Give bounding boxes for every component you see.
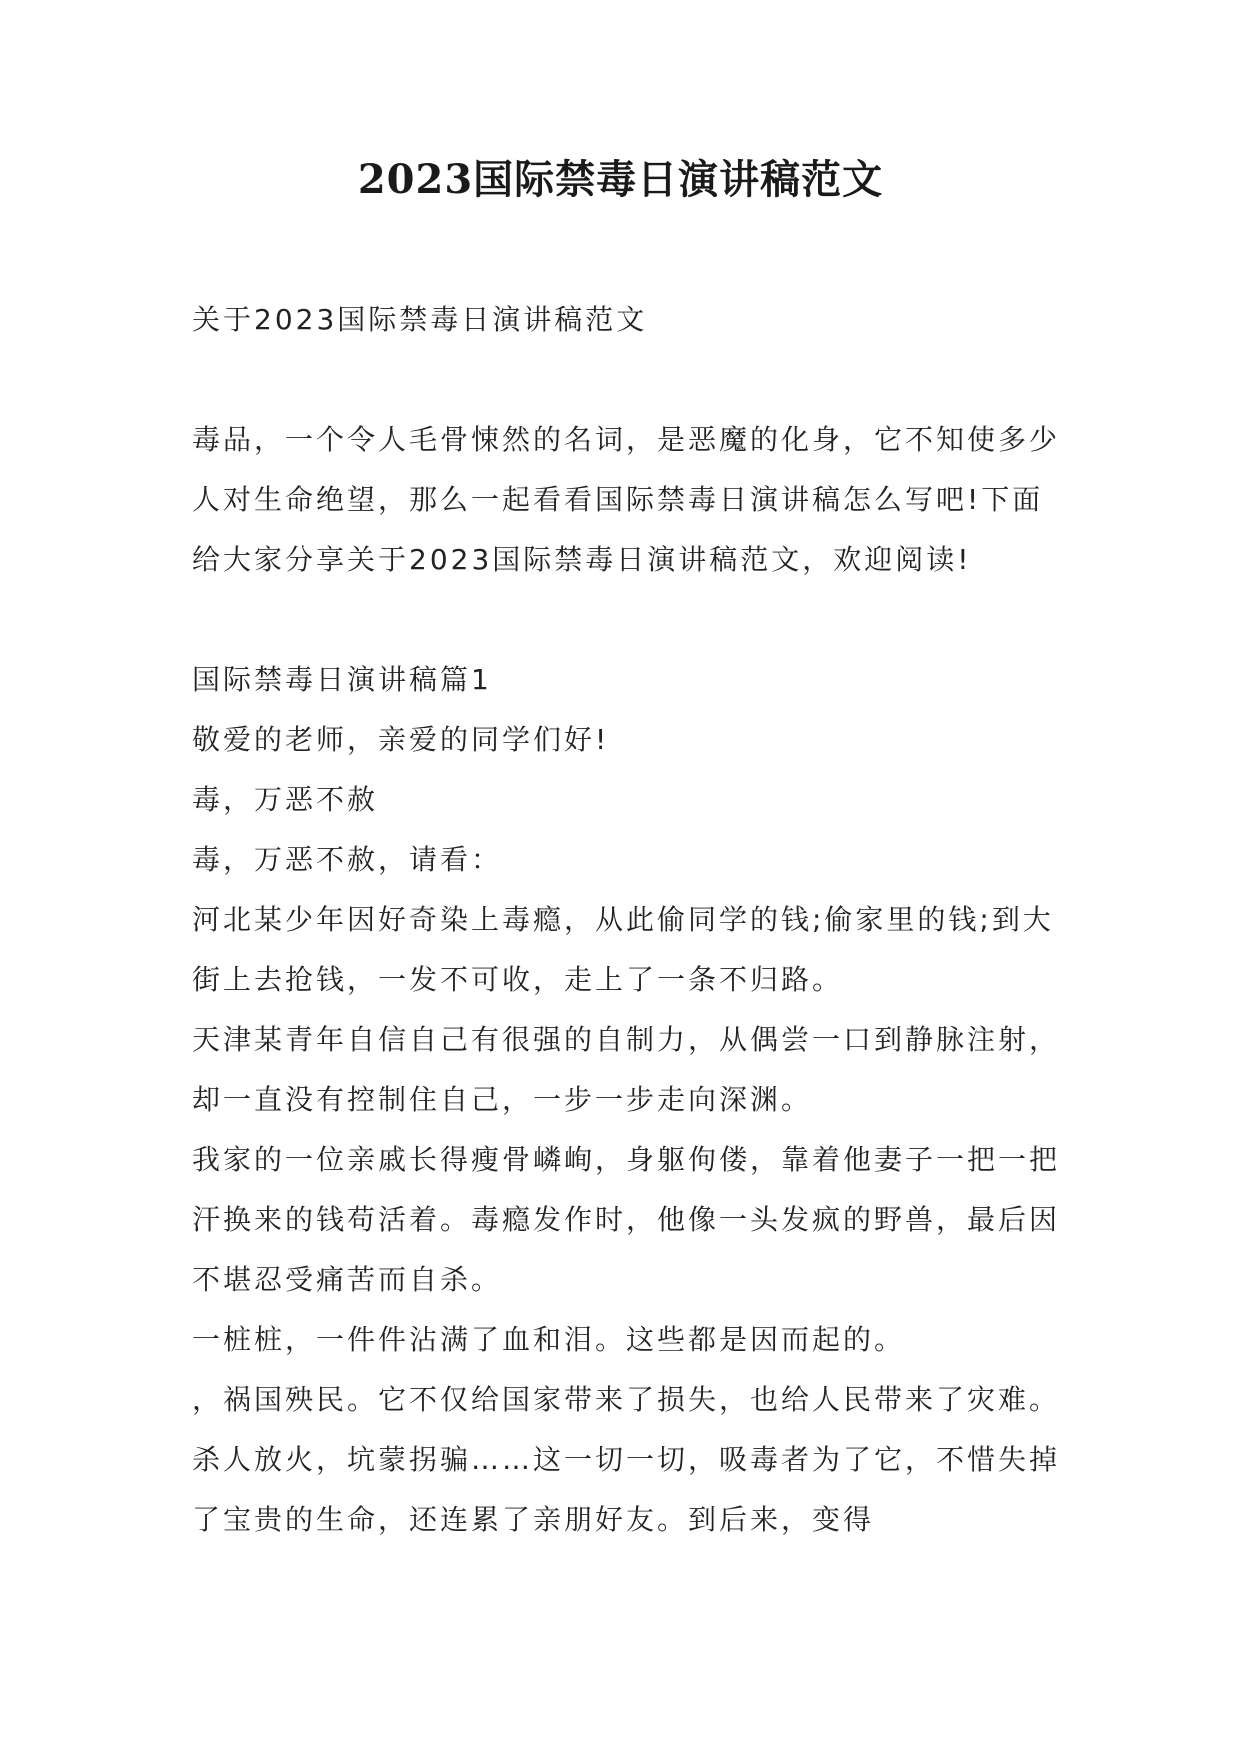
body-paragraph: 一桩桩，一件件沾满了血和泪。这些都是因而起的。 — [192, 1323, 906, 1356]
body-paragraph: 天津某青年自信自己有很强的自制力，从偶尝一口到静脉注射，却一直没有控制住自己，一步一步走向深渊。 — [192, 1023, 1061, 1116]
intro-heading: 关于2023国际禁毒日演讲稿范文 — [192, 303, 648, 336]
document-title: 2023国际禁毒日演讲稿范文 — [357, 156, 884, 203]
body-paragraph: 我家的一位亲戚长得瘦骨嶙峋，身躯佝偻，靠着他妻子一把一把汗换来的钱苟活着。毒瘾发作时，他像一头发疯的野兽，最后因不堪忍受痛苦而自杀。 — [192, 1143, 1061, 1296]
intro-paragraph: 毒品，一个令人毛骨悚然的名词，是恶魔的化身，它不知使多少人对生命绝望，那么一起看看国际禁毒日演讲稿怎么写吧!下面给大家分享关于2023国际禁毒日演讲稿范文，欢迎阅读! — [192, 423, 1061, 576]
body-paragraph: 河北某少年因好奇染上毒瘾，从此偷同学的钱;偷家里的钱;到大街上去抢钱，一发不可收，走上了一条不归路。 — [192, 903, 1054, 996]
body-paragraph: 毒，万恶不赦，请看： — [192, 843, 503, 876]
body-paragraph: ，祸国殃民。它不仅给国家带来了损失，也给人民带来了灾难。杀人放火，坑蒙拐骗……这一切一切，吸毒者为了它，不惜失掉了宝贵的生命，还连累了亲朋好友。到后来，变得 — [192, 1383, 1061, 1536]
body-paragraph: 毒，万恶不赦 — [192, 783, 379, 816]
document-body — [192, 290, 1072, 1550]
section-heading: 国际禁毒日演讲稿篇1 — [192, 663, 492, 696]
greeting-line: 敬爱的老师，亲爱的同学们好! — [192, 723, 610, 756]
